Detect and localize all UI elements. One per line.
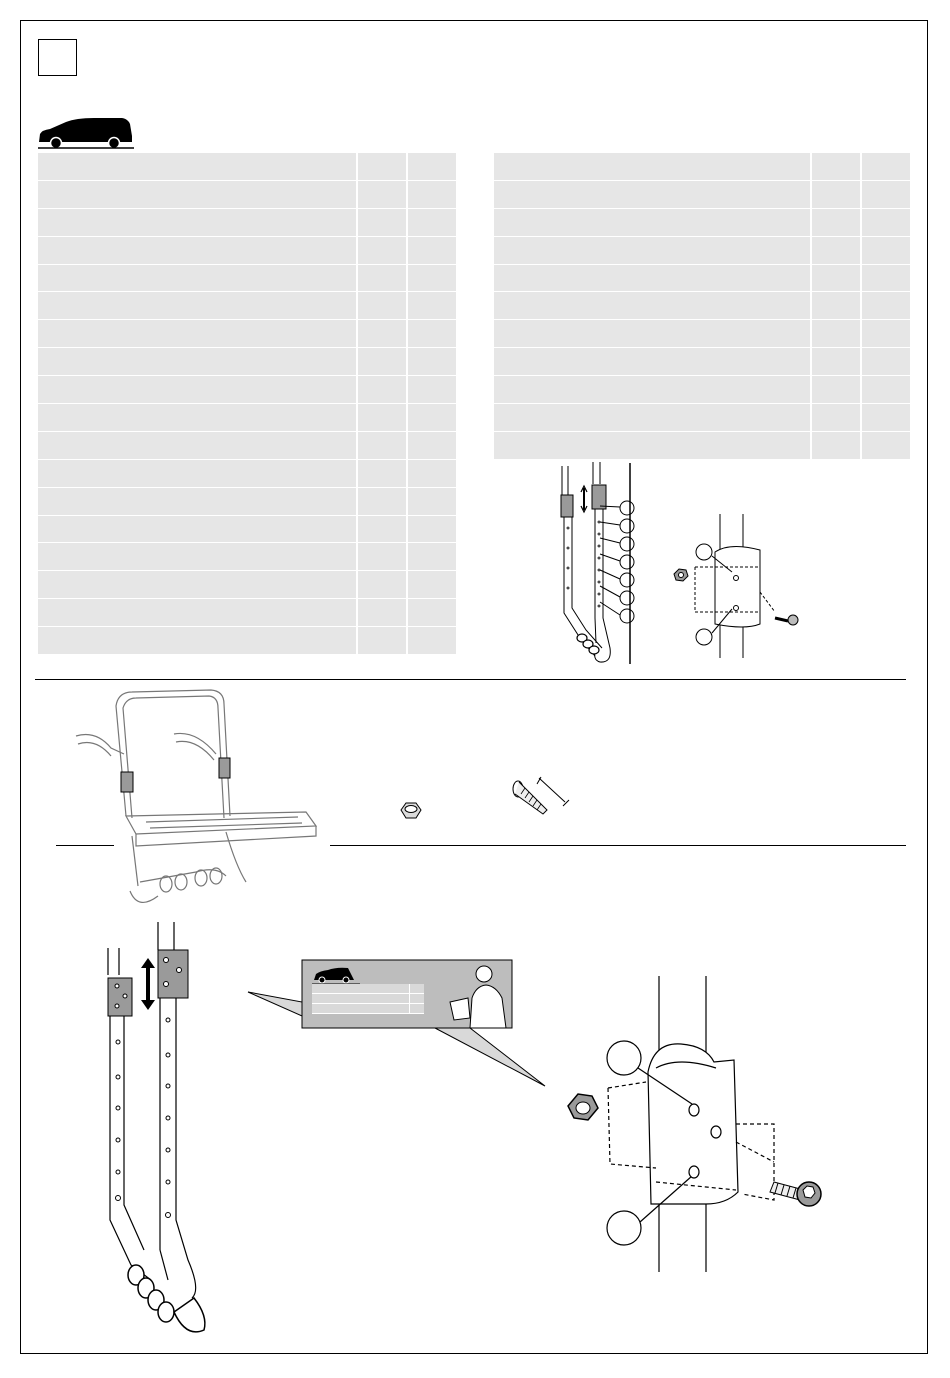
hex-bolt-icon xyxy=(507,772,587,820)
frame-adjustment-large-diagram xyxy=(96,920,226,1345)
table-row xyxy=(494,404,910,432)
table-row xyxy=(38,627,456,655)
vehicle-fit-table-right xyxy=(494,153,910,460)
table-row xyxy=(38,181,456,209)
table-row xyxy=(494,348,910,376)
table-row xyxy=(494,181,910,209)
lock-nut-icon xyxy=(396,798,426,824)
table-row xyxy=(494,209,910,237)
manual-mini-table xyxy=(312,984,424,1014)
table-row xyxy=(494,292,910,320)
vehicle-fit-table-left-body xyxy=(38,153,456,655)
table-row xyxy=(494,432,910,460)
bracket-detail-large-diagram xyxy=(556,972,836,1272)
step-number-box xyxy=(38,39,77,76)
bike-carrier-overview xyxy=(66,686,332,912)
table-row xyxy=(38,599,456,627)
table-row xyxy=(38,320,456,348)
manual-reference-callout xyxy=(240,958,550,1088)
table-row xyxy=(38,376,456,404)
table-row xyxy=(494,320,910,348)
bracket-detail-small-diagram xyxy=(670,512,810,662)
table-row xyxy=(38,209,456,237)
vehicle-fit-table-left xyxy=(38,153,456,655)
table-row xyxy=(38,404,456,432)
table-row xyxy=(38,543,456,571)
table-row xyxy=(38,488,456,516)
table-row xyxy=(38,153,456,181)
ground-line xyxy=(330,845,906,846)
table-row xyxy=(38,292,456,320)
table-row xyxy=(494,153,910,181)
table-row xyxy=(38,432,456,460)
table-row xyxy=(38,571,456,599)
table-row xyxy=(38,516,456,544)
hatchback-car-icon xyxy=(36,112,136,150)
table-row xyxy=(494,265,910,293)
table-row xyxy=(38,265,456,293)
vehicle-fit-table-right-body xyxy=(494,153,910,460)
frame-adjustment-small-diagram xyxy=(540,458,670,670)
table-row xyxy=(494,237,910,265)
table-row xyxy=(494,376,910,404)
table-row xyxy=(38,237,456,265)
section-divider xyxy=(35,679,906,680)
table-row xyxy=(38,348,456,376)
table-row xyxy=(38,460,456,488)
